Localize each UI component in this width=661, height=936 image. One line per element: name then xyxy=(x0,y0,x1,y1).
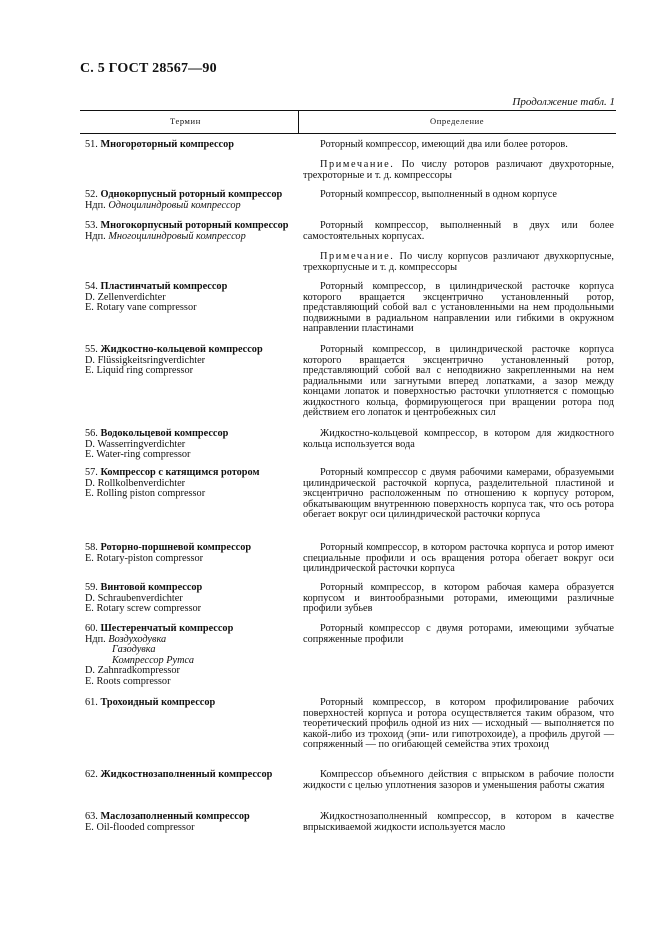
term-entry: 54. Пластинчатый компрессор D. Zellenverdichter E. Rotary vane compressor xyxy=(85,281,228,313)
term-entry: 52. Однокорпусный роторный компрессор Ндп. Одноцилиндровый компрессор xyxy=(85,189,283,211)
term-title: Многороторный компрессор xyxy=(100,139,234,150)
term-definition: Роторный компрессор, в котором расточка корпуса и ротор имеют специальные профили и ось вращения ротора обегает вокруг оси цилиндрической расточки корпуса xyxy=(303,542,614,574)
german-equivalent: D. Wasserringverdichter xyxy=(85,438,186,450)
term-title: Многокорпусный роторный компрессор xyxy=(100,220,289,231)
term-entry: 55. Жидкостно-кольцевой компрессор D. Flüssigkeitsringverdichter E. Liquid ring compressor xyxy=(85,344,263,376)
deprecated-term: Одноцилиндровый компрессор xyxy=(108,199,241,211)
german-equivalent: D. Zellenverdichter xyxy=(85,291,166,303)
english-equivalent: E. Roots compressor xyxy=(85,675,171,687)
term-definition: Жидкостнозаполненный компрессор, в котором в качестве впрыскиваемой жидкости используется масло xyxy=(303,811,614,833)
term-entry: 62. Жидкостнозаполненный компрессор xyxy=(85,769,273,780)
header-bottom-rule xyxy=(80,133,616,134)
term-title: Однокорпусный роторный компрессор xyxy=(100,189,283,200)
english-equivalent: E. Oil-flooded compressor xyxy=(85,821,195,833)
term-title: Трохоидный компрессор xyxy=(100,697,216,708)
term-definition: Роторный компрессор, выполненный в одном корпусе xyxy=(320,189,558,200)
term-definition: Роторный компрессор с двумя роторами, имеющими зубчатые сопряженные профили xyxy=(303,623,614,645)
term-title: Компрессор с катящимся ротором xyxy=(100,467,260,478)
english-equivalent: E. Liquid ring compressor xyxy=(85,365,194,376)
term-title: Пластинчатый компрессор xyxy=(100,281,228,292)
deprecated-term: Газодувка xyxy=(112,644,156,655)
german-equivalent: D. Flüssigkeitsringverdichter xyxy=(85,354,206,366)
german-equivalent: D. Schraubenverdichter xyxy=(85,592,183,604)
english-equivalent: E. Rotary-piston compressor xyxy=(85,552,204,564)
term-definition: Роторный компрессор, в цилиндрической расточке корпуса которого вращается эксцентрично установленный ротор, представляющий собой вал с установленными на нем продольными подвижными в радиальном направлении или гибкими в окружном направлении пластинами xyxy=(303,281,614,334)
term-entry: 58. Роторно-поршневой компрессор E. Rotary-piston compressor xyxy=(85,542,252,564)
term-title: Винтовой компрессор xyxy=(100,582,203,593)
term-entry: 61. Трохоидный компрессор xyxy=(85,697,216,708)
column-divider xyxy=(298,110,299,134)
term-entry: 57. Компрессор с катящимся ротором D. Rollkolbenverdichter E. Rolling piston compressor xyxy=(85,467,260,499)
term-title: Роторно-поршневой компрессор xyxy=(100,542,252,553)
term-definition: Роторный компрессор, в котором профилирование рабочих поверхностей корпуса и ротора осуществляется таким образом, что теоретический профиль одной из них — исходный — выполняется по какой-либо из трохоид (эпи- или гипотрохоиде), а профиль другой — сопряженный — по огибающей семейства этих трохоид xyxy=(303,697,614,750)
deprecated-term: Компрессор Рутса xyxy=(112,654,195,666)
term-definition: Роторный компрессор, в цилиндрической расточке корпуса которого вращается эксцентрично установленный ротор, представляющий собой вал с неподвижно закрепленными на нем радиальными или загнутыми вперед лопатками, а зазор между концами лопаток и поверхностью расточки уплотняется с помощью жидкостного кольца, формирующегося при вращении ротора под действием его лопаток и центробежных сил xyxy=(303,344,614,418)
term-definition: Роторный компрессор, имеющий два или более роторов. xyxy=(320,139,568,150)
term-entry: 59. Винтовой компрессор D. Schraubenverdichter E. Rotary screw compressor xyxy=(85,582,203,614)
term-entry: 56. Водокольцевой компрессор D. Wasserringverdichter E. Water-ring compressor xyxy=(85,428,229,460)
definition-note: Примечание. По числу корпусов различают двухкорпусные, трехкорпусные и т. д. компрессоры xyxy=(303,251,614,273)
term-entry: 53. Многокорпусный роторный компрессор Ндп. Многоцилиндровый компрессор xyxy=(85,220,289,242)
english-equivalent: E. Rotary vane compressor xyxy=(85,302,197,313)
term-definition: Компрессор объемного действия с впрыском в рабочие полости жидкости с целью уплотнения зазоров и уменьшения работы сжатия xyxy=(303,769,614,791)
definition-note: Примечание. По числу роторов различают двухроторные, трехроторные и т. д. компрессоры xyxy=(303,159,614,181)
term-title: Жидкостнозаполненный компрессор xyxy=(100,769,273,780)
page-header: С. 5 ГОСТ 28567—90 xyxy=(80,61,217,76)
term-definition: Роторный компрессор, в котором рабочая камера образуется корпусом и винтообразными роторами, имеющими различные профили зубьев xyxy=(303,582,614,614)
term-entry: 63. Маслозаполненный компрессор E. Oil-flooded compressor xyxy=(85,811,250,833)
term-title: Водокольцевой компрессор xyxy=(100,428,229,439)
deprecated-term: Воздуходувка xyxy=(108,633,167,645)
german-equivalent: D. Rollkolbenverdichter xyxy=(85,477,186,489)
term-title: Маслозаполненный компрессор xyxy=(100,811,250,822)
english-equivalent: E. Rolling piston compressor xyxy=(85,488,206,499)
column-header-term: Термин xyxy=(170,116,201,126)
column-header-definition: Определение xyxy=(430,116,485,126)
table-continuation-label: Продолжение табл. 1 xyxy=(512,96,615,108)
term-title: Шестеренчатый компрессор xyxy=(100,623,234,634)
deprecated-term: Многоцилиндровый компрессор xyxy=(108,230,246,242)
term-definition: Роторный компрессор, выполненный в двух или более самостоятельных корпусах. xyxy=(303,220,614,242)
term-entry: 60. Шестеренчатый компрессор Ндп. Воздуходувка Газодувка Компрессор Рутса D. Zahnradkompressor E. Roots compressor xyxy=(85,623,234,687)
term-definition: Роторный компрессор с двумя рабочими камерами, образуемыми цилиндрической расточкой корпуса, разделительной пластиной и эксцентрично расположенным по отношению к корпусу ротором, обкатывающим внутреннюю поверхность корпуса так, что ось ротора обегает вокруг оси цилиндрической расточки корпуса xyxy=(303,467,614,520)
english-equivalent: E. Water-ring compressor xyxy=(85,449,191,460)
english-equivalent: E. Rotary screw compressor xyxy=(85,603,202,614)
term-title: Жидкостно-кольцевой компрессор xyxy=(100,344,263,355)
term-entry: 51. Многороторный компрессор xyxy=(85,139,234,150)
german-equivalent: D. Zahnradkompressor xyxy=(85,665,180,676)
table-top-rule xyxy=(80,110,616,111)
term-definition: Жидкостно-кольцевой компрессор, в котором для жидкостного кольца используется вода xyxy=(303,428,614,450)
